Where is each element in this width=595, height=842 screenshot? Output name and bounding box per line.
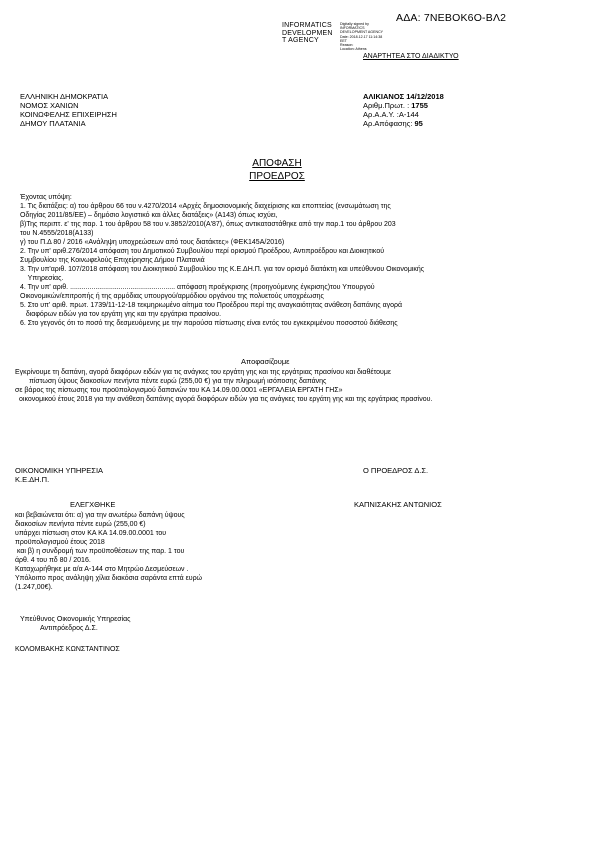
document-title: ΑΠΟΦΑΣΗ bbox=[252, 158, 302, 169]
finance-line: και β) η συνδρομή των προϋποθέσεων της παρ. 1 του bbox=[15, 548, 185, 555]
signature-line: Date: 2018.12.17 11:14:38 bbox=[340, 34, 383, 39]
considering-line: 5. Στο υπ' αριθ. πρωτ. 1739/11-12-18 τεκμηριωμένο αίτημα του Προέδρου περί της αναγκαιότητας ανάθεση δαπάνης αγορά bbox=[20, 302, 403, 309]
issuer-line: ΕΛΛΗΝΙΚΗ ΔΗΜΟΚΡΑΤΙΑ bbox=[20, 92, 109, 101]
responsible-block bbox=[20, 615, 131, 633]
considering-line: Οδηγίας 2011/85/ΕΕ) – δημόσιο λογιστικό και άλλες διατάξεις» (Α143) όπως ισχύει, bbox=[20, 212, 278, 219]
ada-code: ΑΔΑ: 7ΝΕΒΟΚ6Ο-ΒΛ2 bbox=[396, 12, 507, 24]
document-subtitle: ΠΡΟΕΔΡΟΣ bbox=[249, 171, 305, 182]
decision-value: 95 bbox=[414, 119, 423, 128]
decision-number bbox=[363, 119, 444, 128]
considering-line: β)Της περιπτ. ε' της παρ. 1 του άρθρου 58 του ν.3852/2010(Α'87), όπως αντικαταστάθηκε από την παρ.1 του άρθρου 203 bbox=[20, 221, 396, 228]
logo-line: DEVELOPMEN bbox=[282, 29, 333, 37]
considering-line: Οικονομικών/επιτροπής ή της αρμόδιας υπουργού/αρμόδιου οργάνου της πολυετούς υποχρέωσης bbox=[20, 293, 324, 300]
finance-line: υπάρχει πίστωση στον ΚΑ ΚΑ 14.09.00.0001 του bbox=[15, 530, 167, 537]
responsible-role: Αντιπρόεδρος Δ.Σ. bbox=[40, 625, 98, 632]
finance-line: και βεβαιώνεται ότι: α) για την ανωτέρω δαπάνη ύψους bbox=[15, 512, 185, 519]
considering-line: 2. Την υπ' αριθ.276/2014 απόφαση του Δημοτικού Συμβουλίου περί ορισμού Προέδρου, Αντιπροέδρου και Διοικητικού bbox=[20, 248, 385, 255]
logo-line: T AGENCY bbox=[282, 37, 319, 44]
issuer-block bbox=[20, 92, 117, 128]
signature-line: Location: Athens bbox=[340, 47, 367, 52]
considering-line: διαφόρων ειδών για τον εργάτη γης και την εργάτρια πρασίνου. bbox=[20, 311, 222, 318]
decide-line: πίστωση ύψους διακοσίων πενήντα πέντε ευρώ (255,00 €) για την πληρωμή ισόποσης δαπάνης bbox=[29, 378, 327, 385]
digital-signature-text bbox=[340, 22, 383, 51]
place-date: ΑΛΙΚΙΑΝΟΣ 14/12/2018 bbox=[363, 92, 444, 101]
finance-line: Καταχωρήθηκε με α/α Α-144 στο Μητρώο Δεσμεύσεων . bbox=[15, 566, 189, 573]
decide-section bbox=[15, 368, 432, 404]
considering-line: γ) του Π.Δ 80 / 2016 «Ανάληψη υποχρεώσεων από τους διατάκτες» (ΦΕΚ145Α/2016) bbox=[20, 239, 285, 246]
considering-section bbox=[20, 193, 424, 328]
posted-online-label: ΑΝΑΡΤΗΤΕΑ ΣΤΟ ΔΙΑΔΙΚΤΥΟ bbox=[363, 53, 459, 60]
responsible-title: Υπεύθυνος Οικονομικής Υπηρεσίας bbox=[20, 616, 131, 623]
checked-label: ΕΛΕΓΧΘΗΚΕ bbox=[70, 500, 116, 509]
aay-number: Αρ.Α.Α.Υ. :Α-144 bbox=[363, 110, 419, 119]
decide-line: Εγκρίνουμε τη δαπάνη, αγορά διαφόρων ειδών για τις ανάγκες του εργάτη γης και της εργάτριας πρασίνου και διαθέτουμε bbox=[15, 369, 392, 376]
finance-org: Κ.Ε.ΔΗ.Π. bbox=[15, 475, 50, 484]
signature-line: Reason: bbox=[340, 43, 354, 48]
considering-line: 1. Τις διατάξεις: α) του άρθρου 66 του ν.4270/2014 «Αρχές δημοσιονομικής διαχείρισης και εποπτείας (ενσωμάτωση της bbox=[20, 203, 391, 210]
protocol-label: Αριθμ.Πρωτ. : bbox=[363, 101, 412, 110]
decide-line: οικονομικού έτους 2018 για την ανάθεση δαπάνης αγορά διαφόρων ειδών για τις ανάγκες του εργάτη γης και της εργάτριας πρασίνου. bbox=[19, 396, 433, 403]
signature-line: DEVELOPMENT AGENCY bbox=[340, 30, 384, 35]
finance-line: διακοσίων πενήντα πέντε ευρώ (255,00 €) bbox=[15, 521, 146, 528]
signature-line: INFORMATICS bbox=[340, 26, 365, 31]
president-label: Ο ΠΡΟΕΔΡΟΣ Δ.Σ. bbox=[363, 466, 429, 475]
decide-line: σε βάρος της πίστωσης του προϋπολογισμού δαπανών του ΚΑ 14.09.00.0001 «ΕΡΓΑΛΕΙΑ ΕΡΓΑΤΗ ΓΗΣ» bbox=[15, 387, 343, 394]
finance-line: Υπόλοιπο προς ανάληψη χίλια διακόσια σαράντα επτά ευρώ bbox=[15, 575, 203, 582]
finance-service bbox=[15, 466, 103, 484]
president-name: ΚΑΠΝΙΣΑΚΗΣ ΑΝΤΩΝΙΟΣ bbox=[354, 500, 442, 509]
considering-line: 4. Την υπ' αριθ. ...................................................... απόφαση προέγκρισης (προηγούμενης έγκρισης)του Υπουργού bbox=[20, 284, 375, 291]
protocol-value: 1755 bbox=[411, 101, 428, 110]
decision-label: Αρ.Απόφασης: bbox=[363, 119, 415, 128]
considering-line: του Ν.4555/2018(Α133) bbox=[20, 230, 94, 237]
signature-line: Digitally signed by bbox=[340, 22, 369, 26]
considering-line: Υπηρεσίας. bbox=[20, 275, 64, 282]
logo-line: INFORMATICS bbox=[282, 22, 332, 29]
finance-line: προϋπολογισμού έτους 2018 bbox=[15, 539, 105, 546]
considering-line: 6. Στο γεγονός ότι το ποσό της δεσμευόμενης με την παρούσα πίστωσης είναι εντός του εγκεκριμένου ποσοστού διάθεσης bbox=[20, 320, 398, 327]
decide-heading: Αποφασίζουμε bbox=[241, 357, 290, 366]
considering-line: 3. Την υπ'αριθ. 107/2018 απόφαση του Διοικητικού Συμβουλίου της Κ.Ε.ΔΗ.Π. για τον ορισμό διατάκτη και υπεύθυνου Οικονομικής bbox=[20, 266, 425, 273]
finance-line: άρθ. 4 του πδ 80 / 2016. bbox=[15, 557, 91, 564]
signer-logo bbox=[282, 22, 333, 45]
document-meta bbox=[363, 92, 444, 128]
responsible-name: ΚΟΛΟΜΒΑΚΗΣ ΚΩΝΣΤΑΝΤΙΝΟΣ bbox=[15, 646, 120, 653]
protocol-number bbox=[363, 101, 444, 110]
finance-body bbox=[15, 511, 202, 592]
issuer-line: ΔΗΜΟΥ ΠΛΑΤΑΝΙΑ bbox=[20, 119, 86, 128]
issuer-line: ΚΟΙΝΩΦΕΛΗΣ ΕΠΙΧΕΙΡΗΣΗ bbox=[20, 110, 117, 119]
finance-line: (1.247,00€). bbox=[15, 584, 53, 591]
considering-line: Συμβουλίου της Κοινωφελούς Επιχείρησης Δήμου Πλατανιά bbox=[20, 257, 205, 264]
issuer-line: ΝΟΜΟΣ ΧΑΝΙΩΝ bbox=[20, 101, 79, 110]
considering-line: Έχοντας υπόψη: bbox=[20, 194, 72, 201]
signature-line: EET bbox=[340, 38, 347, 43]
finance-service-label: ΟΙΚΟΝΟΜΙΚΗ ΥΠΗΡΕΣΙΑ bbox=[15, 466, 104, 475]
